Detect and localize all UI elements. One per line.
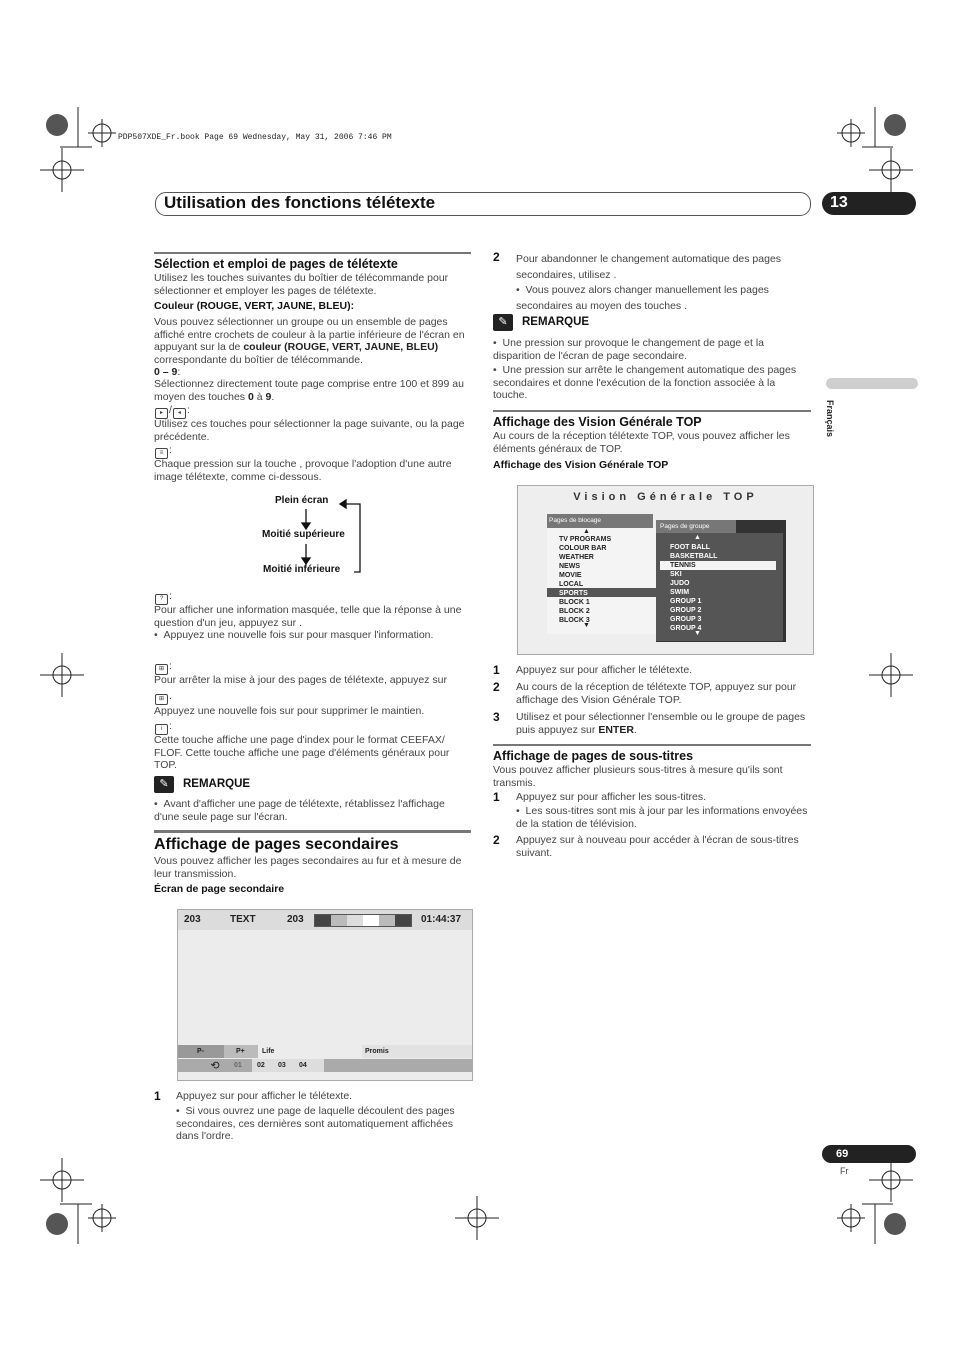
group-item[interactable]: GROUP 1 (670, 598, 702, 605)
note-right-b2: • Une pression sur arrête le changement automatique des pages secondaires et donne l'exécution de la fonction associée à la touche. (493, 364, 797, 401)
group-list: ▲ ▼ FOOT BALL BASKETBALL TENNIS SKI JUDO SWIM GROUP 1 GROUP 2 GROUP 3 GROUP 4 (656, 533, 783, 641)
section-rule-3 (493, 410, 811, 412)
color-text-b: couleur (ROUGE, VERT, JAUNE, BLEU) (243, 341, 439, 353)
color-text-c: correspondante du boîtier de télécommande. (154, 353, 363, 366)
group-item[interactable]: FOOT BALL (670, 544, 711, 551)
top-subtitle: Affichage des Vision Générale TOP (493, 459, 669, 471)
block-item[interactable]: LOCAL (559, 581, 584, 588)
chapter-badge (822, 192, 916, 215)
chapter-number: 13 (830, 194, 848, 211)
note-bullet-left-text: Avant d'afficher une page de télétexte, rétablissez l'affichage d'une seule page sur l'écran. (154, 798, 445, 823)
subpage-02: 02 (257, 1062, 265, 1069)
subpage-04: 04 (299, 1062, 307, 1069)
secondary-step-1: Appuyez sur pour afficher le télétexte. (176, 1090, 353, 1102)
hold-key-icon: ⊞ : (154, 660, 172, 675)
page-lang: Fr (840, 1166, 849, 1176)
note-right-b1-text: Une pression sur provoque le changement de page et la disparition de l'écran de page secondaire. (493, 337, 765, 362)
num-text-c: à (253, 390, 266, 403)
updown-text: Utilisez ces touches pour sélectionner la page suivante, ou la page précédente. (154, 418, 465, 443)
section-title-top: Affichage des Vision Générale TOP (493, 415, 702, 429)
secondary-step-2-bullet-text: Vous pouvez alors changer manuellement les pages secondaires au moyen des touches . (516, 284, 769, 312)
num-heading: 0 – 9: (154, 366, 181, 378)
mode-key-icon: ≡ : (154, 444, 172, 459)
block-item[interactable]: BLOCK 2 (559, 608, 590, 615)
pencil-icon: ✎ (154, 776, 174, 793)
step-1-number: 1 (154, 1089, 161, 1103)
group-item[interactable]: JUDO (670, 580, 690, 587)
block-item[interactable]: MOVIE (559, 572, 582, 579)
color-text (154, 316, 471, 366)
block-item[interactable]: COLOUR BAR (559, 545, 607, 552)
secondary-intro: Vous pouvez afficher les pages secondaires au fur et à mesure de leur transmission. (154, 855, 462, 880)
reveal-bullet: • Appuyez une nouvelle fois sur pour masquer l'information. (154, 629, 434, 641)
note-bullet-left: • Avant d'afficher une page de télétexte, rétablissez l'affichage d'une seule page sur l'écran. (154, 798, 445, 823)
block-item[interactable]: WEATHER (559, 554, 594, 561)
mode-cycle-arrows (290, 498, 370, 578)
screen-text: TEXT (230, 914, 256, 925)
top-step-3-text: Utilisez et pour sélectionner l'ensemble ou le groupe de pages puis appuyez sur (516, 711, 806, 736)
num-text: Sélectionnez directement toute page comprise entre 100 et 899 au moyen des touches 0 à 9. (154, 378, 464, 403)
group-item[interactable]: GROUP 4 (670, 625, 702, 632)
file-info: PDP507XDE_Fr.book Page 69 Wednesday, May 31, 2006 7:46 PM (118, 133, 392, 142)
section-title-subtitles: Affichage de pages de sous-titres (493, 749, 694, 763)
block-list: ▲ ▼ TV PROGRAMS COLOUR BAR WEATHER NEWS MOVIE LOCAL SPORTS BLOCK 1 BLOCK 2 BLOCK 3 (547, 528, 661, 634)
block-item[interactable]: SPORTS (559, 590, 588, 597)
language-tab (826, 378, 918, 389)
group-items (670, 543, 717, 633)
section-title-secondary: Affichage de pages secondaires (154, 836, 399, 853)
subpage-01: 01 (234, 1062, 242, 1069)
section-title-selection: Sélection et emploi de pages de télétexte (154, 257, 398, 271)
screen-page-2: 203 (287, 914, 304, 925)
sub-step-1-bullet: • Les sous-titres sont mis à jour par les informations envoyées de la station de télévision. (516, 805, 808, 830)
screen-time: 01:44:37 (421, 914, 462, 925)
top-step-1: Appuyez sur pour afficher le télétexte. (516, 664, 693, 676)
diagram-lower: Moitié inférieure (263, 564, 341, 575)
top-screen-title: Vision Générale TOP (573, 491, 758, 503)
top-step-3: Utilisez et pour sélectionner l'ensemble ou le groupe de pages puis appuyez sur ENTER. (516, 711, 806, 736)
sub-step-2-number: 2 (493, 833, 500, 847)
group-pages-label: Pages de groupe (660, 523, 710, 530)
index-key-icon: i : (154, 720, 172, 735)
page-number: 69 (836, 1148, 849, 1160)
num-heading-text: 0 – 9 (154, 366, 178, 378)
page-number-badge (822, 1145, 916, 1163)
num-text-a: Sélectionnez directement toute page comprise entre 100 et 899 au moyen des touches (154, 378, 464, 403)
hold-text: Pour arrêter la mise à jour des pages de télétexte, appuyez sur (154, 674, 447, 686)
group-item[interactable]: SKI (670, 571, 682, 578)
page-title: Utilisation des fonctions télétexte (164, 193, 436, 212)
group-item[interactable]: BASKETBALL (670, 553, 718, 560)
color-heading: Couleur (ROUGE, VERT, JAUNE, BLEU): (154, 300, 355, 312)
hold-key-icon-2: ⊞ . (154, 690, 172, 705)
section-rule-2 (154, 830, 471, 833)
diagram-upper: Moitié supérieure (262, 529, 345, 540)
subtitles-intro: Vous pouvez afficher plusieurs sous-titres à mesure qu'ils sont transmis. (493, 764, 783, 789)
block-item[interactable]: NEWS (559, 563, 580, 570)
note-label-right: REMARQUE (522, 316, 590, 328)
screen-pplus: P+ (236, 1048, 245, 1055)
screen-bar (314, 914, 412, 927)
block-item[interactable]: BLOCK 3 (559, 617, 590, 624)
color-text-a: Vous pouvez sélectionner un groupe ou un ensemble de pages affiché entre crochets de couleur à la partie inférieure de l'écran en appuyant sur la de (154, 316, 465, 353)
index-text: Cette touche affiche une page d'index pour le format CEEFAX/ FLOF. Cette touche affiche une page d'éléments généraux pour TOP. (154, 734, 450, 771)
note-right-b2-text: Une pression sur arrête le changement automatique des pages secondaires et donne l'exécution de la fonction associée à la touche. (493, 364, 797, 401)
top-step-1-number: 1 (493, 663, 500, 677)
top-intro: Au cours de la réception télétexte TOP, vous pouvez afficher les éléments généraux de TOP. (493, 430, 790, 455)
block-items (559, 535, 611, 625)
sub-step-1: Appuyez sur pour afficher les sous-titres. (516, 791, 707, 803)
block-item[interactable]: TV PROGRAMS (559, 536, 612, 543)
screen-pminus: P- (197, 1048, 204, 1055)
secondary-step-1-bullet: • Si vous ouvrez une page de laquelle découlent des pages secondaires, ces dernières sont automatiquement affichées dans l'ordre. (176, 1105, 455, 1142)
sub-step-1-number: 1 (493, 790, 500, 804)
selection-intro: Utilisez les touches suivantes du boîtier de télécommande pour sélectionner et employer les pages de télétexte. (154, 272, 449, 297)
top-step-3-enter: ENTER (598, 723, 634, 736)
diagram-full: Plein écran (275, 495, 329, 506)
sub-step-2: Appuyez sur à nouveau pour accéder à l'écran de sous-titres suivant. (516, 834, 799, 859)
screen-page: 203 (184, 914, 201, 925)
secondary-page-screen (177, 909, 473, 1081)
top-step-3-number: 3 (493, 710, 500, 724)
reveal-key-icon: ? : (154, 590, 172, 605)
group-item[interactable]: GROUP 3 (670, 616, 702, 623)
reveal-bullet-text: Appuyez une nouvelle fois sur pour masquer l'information. (163, 629, 434, 641)
secondary-step-1-bullet-text: Si vous ouvrez une page de laquelle découlent des pages secondaires, ces dernières sont automatiquement affichées dans l'ordre. (176, 1105, 455, 1142)
num-text-b: 0 (247, 390, 254, 403)
reveal-text: Pour afficher une information masquée, telle que la réponse à une question d'un jeu, appuyez sur . (154, 604, 462, 629)
sub-step-1-bullet-text: Les sous-titres sont mis à jour par les informations envoyées de la station de télévision. (516, 805, 808, 830)
hold-text-2: Appuyez une nouvelle fois sur pour supprimer le maintien. (154, 705, 425, 717)
section-rule (154, 252, 471, 254)
top-step-2: Au cours de la réception de télétexte TOP, appuyez sur pour affichage des Vision Générale TOP. (516, 681, 797, 706)
group-item[interactable]: TENNIS (670, 562, 696, 569)
secondary-step-2-bullet: • Vous pouvez alors changer manuellement les pages secondaires au moyen des touches . (516, 284, 769, 312)
subpage-rotate-icon: ⟲ (210, 1060, 220, 1072)
block-item[interactable]: BLOCK 1 (559, 599, 590, 606)
pencil-icon-right: ✎ (493, 314, 513, 331)
note-label-left: REMARQUE (183, 778, 251, 790)
group-item[interactable]: SWIM (670, 589, 690, 596)
secondary-step-2: Pour abandonner le changement automatique des pages secondaires, utilisez . (516, 253, 782, 281)
updown-keys-icon: ▸ / ◂ : (154, 404, 190, 419)
section-rule-4 (493, 744, 811, 746)
top-overview-screen (517, 485, 814, 655)
top-step-2-number: 2 (493, 680, 500, 694)
secondary-subtitle: Écran de page secondaire (154, 883, 285, 895)
mode-text: Chaque pression sur la touche , provoque l'adoption d'une autre image télétexte, comme ci-dessous. (154, 458, 452, 483)
step-2-number: 2 (493, 250, 500, 264)
num-text-d: 9 (265, 390, 272, 403)
screen-promis: Promis (365, 1048, 389, 1055)
screen-life: Life (262, 1048, 275, 1055)
language-label: Français (825, 400, 835, 438)
subpage-03: 03 (278, 1062, 286, 1069)
group-item[interactable]: GROUP 2 (670, 607, 702, 614)
block-pages-label: Pages de blocage (549, 517, 602, 524)
note-right-b1: • Une pression sur provoque le changement de page et la disparition de l'écran de page secondaire. (493, 337, 765, 362)
